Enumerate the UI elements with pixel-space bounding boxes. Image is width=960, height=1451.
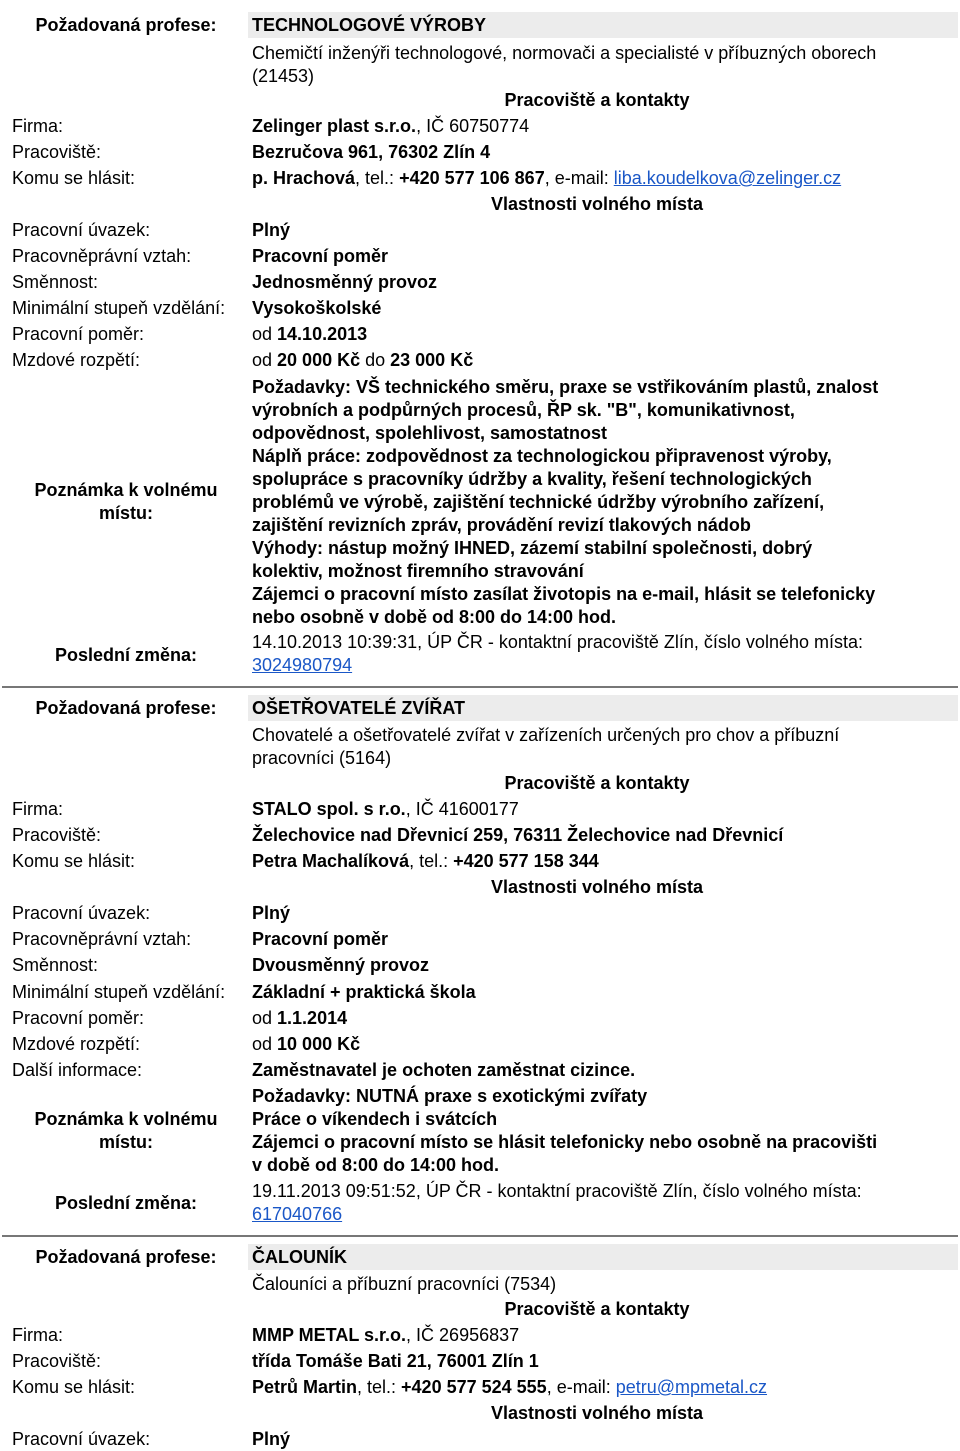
contact-label: Komu se hlásit:: [12, 851, 136, 871]
other-info-label: Další informace:: [12, 1060, 143, 1080]
company-ico: 60750774: [449, 116, 530, 136]
ico-prefix: , IČ: [406, 1325, 440, 1345]
vacancy-number[interactable]: 3024980794: [252, 655, 353, 675]
note-line: problémů ve výrobě, zajištění technické údržby výrobního zařízení,: [252, 492, 825, 512]
workplace-value: třída Tomáše Bati 21, 76001 Zlín 1: [252, 1351, 539, 1371]
profession-label: Požadovaná profese:: [35, 698, 217, 718]
contact-name: Petra Machalíková: [252, 851, 410, 871]
profession-label: Požadovaná profese:: [35, 15, 217, 35]
note-label: [12, 1108, 240, 1154]
start-label: Pracovní poměr:: [12, 1008, 145, 1028]
company-ico: 41600177: [438, 799, 519, 819]
education-value: Vysokoškolské: [252, 298, 382, 318]
note-line: spolupráce s pracovníky údržby a kvality, řešení technologických: [252, 469, 812, 489]
contact-value: [252, 166, 841, 190]
note-line: zajištění revizních zpráv, provádění revizí tlakových nádob: [252, 515, 751, 535]
workload-value: Plný: [252, 903, 291, 923]
relation-label: Pracovněprávní vztah:: [12, 246, 192, 266]
workplace-contacts-heading: Pracoviště a kontakty: [504, 90, 690, 110]
note-label: [12, 479, 240, 525]
vacancy-number[interactable]: 617040766: [252, 1204, 343, 1224]
start-date: 1.1.2014: [277, 1008, 348, 1028]
note-line: výrobních a podpůrných procesů, ŘP sk. "B", komunikativnost,: [252, 400, 795, 420]
profession-desc-cont: pracovníci (5164): [252, 748, 392, 768]
salary-label: Mzdové rozpětí:: [12, 350, 141, 370]
note-text: [252, 376, 952, 629]
profession-title: OŠETŘOVATELÉ ZVÍŘAT: [252, 698, 466, 718]
contact-value: [252, 849, 599, 873]
workplace-label: Pracoviště:: [12, 825, 102, 845]
profession-title: ČALOUNÍK: [252, 1247, 347, 1267]
profession-desc-cont: (21453): [252, 66, 315, 86]
vacancy-number-link[interactable]: [252, 654, 352, 677]
contact-label: Komu se hlásit:: [12, 1377, 136, 1397]
last-change-text: 14.10.2013 10:39:31, ÚP ČR - kontaktní pracoviště Zlín, číslo volného místa:: [252, 632, 863, 652]
relation-value: Pracovní poměr: [252, 929, 389, 949]
contact-name: Petrů Martin: [252, 1377, 358, 1397]
company-name: MMP METAL s.r.o.: [252, 1325, 407, 1345]
contact-name: p. Hrachová: [252, 168, 356, 188]
note-line: Zájemci o pracovní místo se hlásit telefonicky nebo osobně na pracovišti: [252, 1132, 878, 1152]
shifts-label: Směnnost:: [12, 955, 99, 975]
last-change-label: Poslední změna:: [54, 1193, 198, 1213]
note-line: nebo osobně v době od 8:00 do 14:00 hod.: [252, 607, 617, 627]
contact-value: [252, 1375, 767, 1399]
note-line: Náplň práce: zodpovědnost za technologickou připravenost výroby,: [252, 446, 832, 466]
contact-email-link[interactable]: petru@mpmetal.cz: [615, 1377, 768, 1397]
salary-to-prefix: do: [360, 350, 391, 370]
workload-value: Plný: [252, 1429, 291, 1449]
company-value: [252, 114, 529, 138]
profession-label: Požadovaná profese:: [35, 1247, 217, 1267]
workload-label: Pracovní úvazek:: [12, 220, 151, 240]
salary-from-prefix: od: [252, 350, 278, 370]
salary-from-prefix: od: [252, 1034, 278, 1054]
profession-desc: Čalouníci a příbuzní pracovníci (7534): [252, 1274, 557, 1294]
tel-prefix: , tel.:: [355, 168, 400, 188]
last-change-text: 19.11.2013 09:51:52, ÚP ČR - kontaktní pracoviště Zlín, číslo volného místa:: [252, 1181, 862, 1201]
relation-label: Pracovněprávní vztah:: [12, 929, 192, 949]
note-label-line1: Poznámka k volnému: [34, 1109, 218, 1129]
company-name: Zelinger plast s.r.o.: [252, 116, 417, 136]
workload-label: Pracovní úvazek:: [12, 1429, 151, 1449]
ico-prefix: , IČ: [405, 799, 439, 819]
note-line: Zájemci o pracovní místo zasílat životopis na e-mail, hlásit se telefonicky: [252, 584, 876, 604]
note-line: kolektiv, možnost firemního stravování: [252, 561, 584, 581]
ico-prefix: , IČ: [416, 116, 450, 136]
contact-phone: +420 577 106 867: [399, 168, 545, 188]
vacancy-properties-heading: Vlastnosti volného místa: [490, 1403, 704, 1423]
note-label-line2: místu:: [99, 503, 153, 523]
salary-from: 10 000 Kč: [277, 1034, 361, 1054]
profession-title: TECHNOLOGOVÉ VÝROBY: [252, 15, 487, 35]
company-label: Firma:: [12, 1325, 63, 1345]
profession-desc: Chemičtí inženýři technologové, normovači a specialisté v příbuzných oborech: [252, 43, 877, 63]
profession-bar: [248, 1244, 958, 1270]
vacancy-properties-heading: Vlastnosti volného místa: [490, 877, 704, 897]
profession-desc: Chovatelé a ošetřovatelé zvířat v zařízeních určených pro chov a příbuzní: [252, 725, 840, 745]
relation-value: Pracovní poměr: [252, 246, 389, 266]
divider: [2, 1235, 958, 1237]
salary-from: 20 000 Kč: [277, 350, 361, 370]
contact-phone: +420 577 524 555: [401, 1377, 547, 1397]
workplace-contacts-heading: Pracoviště a kontakty: [504, 773, 690, 793]
salary-to: 23 000 Kč: [390, 350, 474, 370]
start-date: 14.10.2013: [277, 324, 368, 344]
note-line: Požadavky: VŠ technického směru, praxe se vstřikováním plastů, znalost: [252, 377, 879, 397]
salary-label: Mzdové rozpětí:: [12, 1034, 141, 1054]
company-name: STALO spol. s r.o.: [252, 799, 406, 819]
contact-label: Komu se hlásit:: [12, 168, 136, 188]
note-label-line2: místu:: [99, 1132, 153, 1152]
company-label: Firma:: [12, 799, 63, 819]
workplace-label: Pracoviště:: [12, 142, 102, 162]
note-line: v době od 8:00 do 14:00 hod.: [252, 1155, 500, 1175]
workplace-value: Želechovice nad Dřevnicí 259, 76311 Želechovice nad Dřevnicí: [252, 825, 784, 845]
contact-email-link[interactable]: liba.koudelkova@zelinger.cz: [613, 168, 842, 188]
divider: [2, 686, 958, 688]
start-value: [252, 322, 367, 346]
vacancy-number-link[interactable]: [252, 1203, 342, 1226]
workload-value: Plný: [252, 220, 291, 240]
contact-phone: +420 577 158 344: [453, 851, 599, 871]
email-prefix: , e-mail:: [546, 1377, 616, 1397]
email-prefix: , e-mail:: [544, 168, 614, 188]
education-label: Minimální stupeň vzdělání:: [12, 982, 226, 1002]
start-prefix: od: [252, 324, 278, 344]
last-change-label: Poslední změna:: [54, 645, 198, 665]
shifts-label: Směnnost:: [12, 272, 99, 292]
note-line: Požadavky: NUTNÁ praxe s exotickými zvířaty: [252, 1086, 648, 1106]
education-value: Základní + praktická škola: [252, 982, 476, 1002]
start-label: Pracovní poměr:: [12, 324, 145, 344]
note-line: Výhody: nástup možný IHNED, zázemí stabilní společnosti, dobrý: [252, 538, 813, 558]
vacancy-properties-heading: Vlastnosti volného místa: [490, 194, 704, 214]
note-label-line1: Poznámka k volnému: [34, 480, 218, 500]
company-value: [252, 1323, 519, 1347]
tel-prefix: , tel.:: [409, 851, 454, 871]
note-text: [252, 1085, 952, 1177]
shifts-value: Jednosměnný provoz: [252, 272, 438, 292]
start-prefix: od: [252, 1008, 278, 1028]
tel-prefix: , tel.:: [357, 1377, 402, 1397]
note-line: Práce o víkendech i svátcích: [252, 1109, 498, 1129]
company-label: Firma:: [12, 116, 63, 136]
note-line: odpovědnost, spolehlivost, samostatnost: [252, 423, 608, 443]
salary-value: [252, 348, 473, 372]
start-value: [252, 1006, 347, 1030]
other-info-value: Zaměstnavatel je ochoten zaměstnat cizince.: [252, 1060, 636, 1080]
company-ico: 26956837: [439, 1325, 520, 1345]
workplace-contacts-heading: Pracoviště a kontakty: [504, 1299, 690, 1319]
company-value: [252, 797, 519, 821]
education-label: Minimální stupeň vzdělání:: [12, 298, 226, 318]
workload-label: Pracovní úvazek:: [12, 903, 151, 923]
shifts-value: Dvousměnný provoz: [252, 955, 430, 975]
workplace-label: Pracoviště:: [12, 1351, 102, 1371]
salary-value: [252, 1032, 360, 1056]
workplace-value: Bezručova 961, 76302 Zlín 4: [252, 142, 491, 162]
